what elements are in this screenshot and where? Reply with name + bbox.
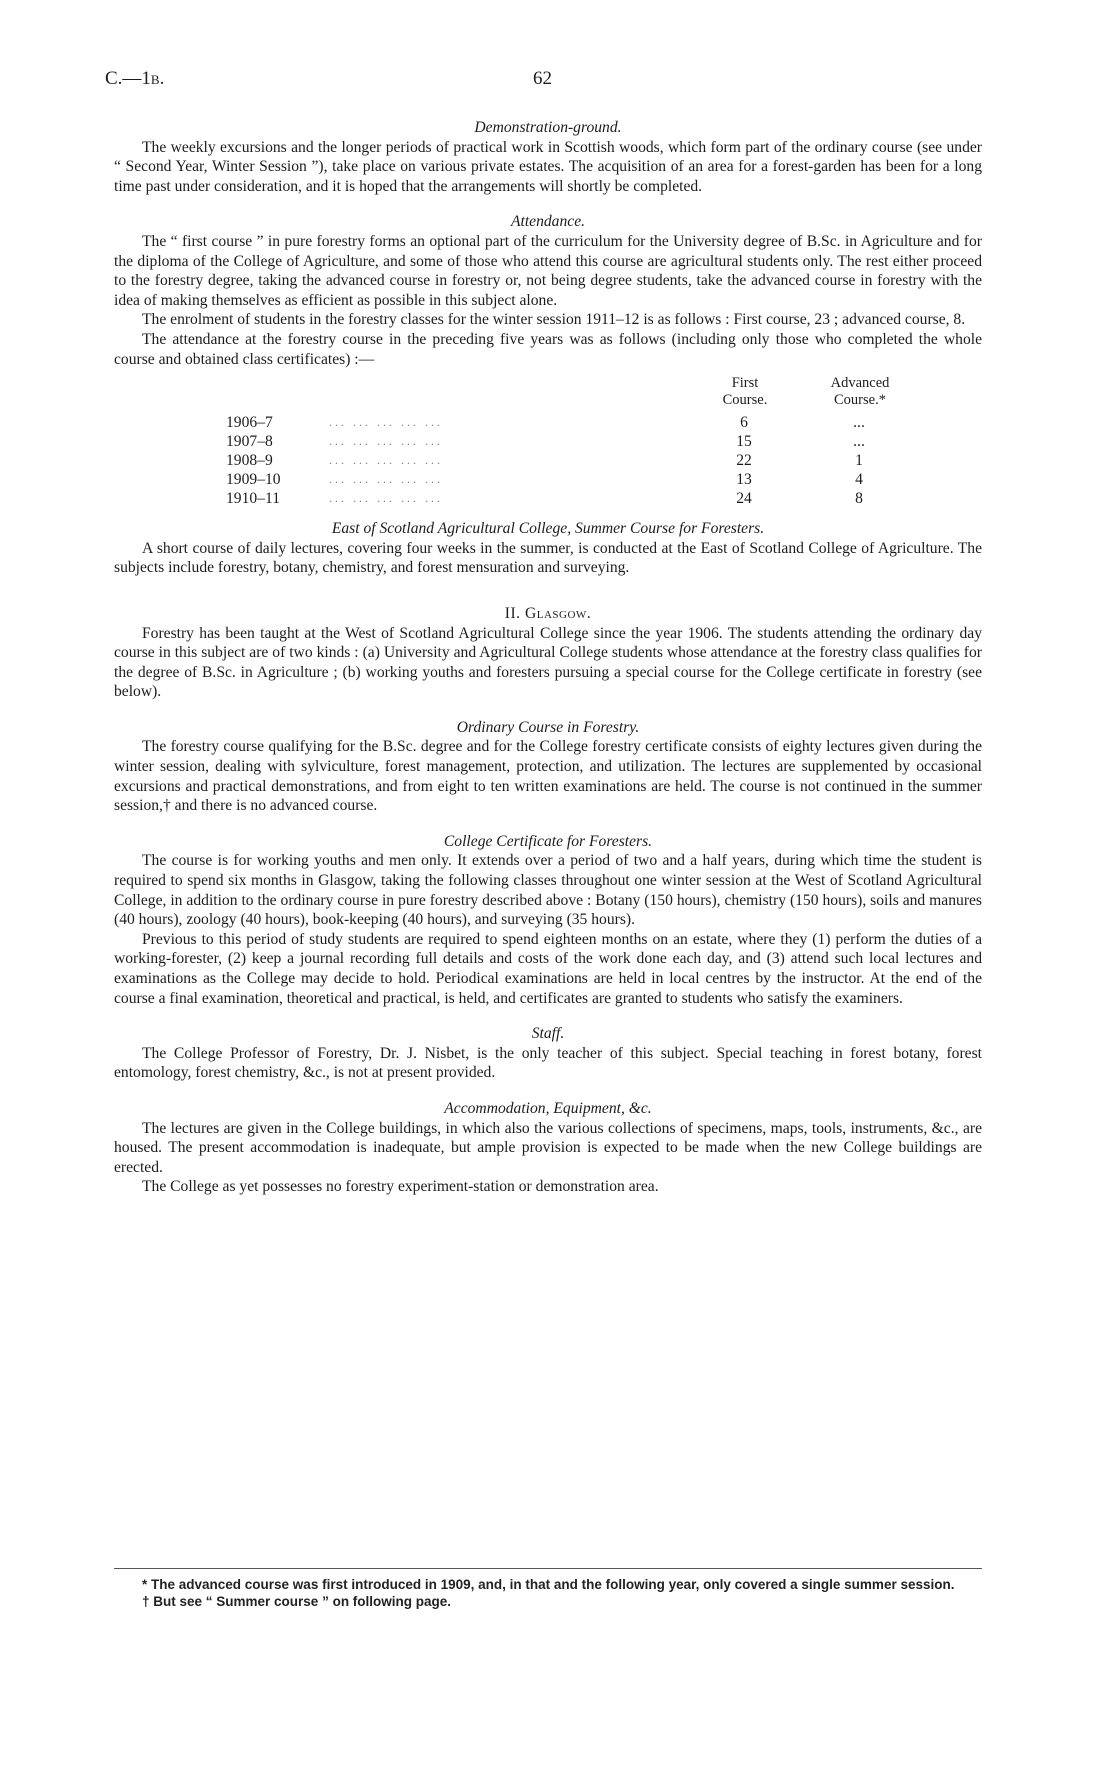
paragraph: The enrolment of students in the forestry classes for the winter session 1911–12 is as follows : First course, 23 ; advanced course, 8. — [142, 311, 966, 329]
table-cell-first: 15 — [736, 433, 752, 451]
leader-dots: ... ... ... ... ... — [329, 434, 443, 449]
column-header-line: Course. — [722, 392, 768, 409]
column-header-line: Advanced — [830, 375, 890, 392]
paragraph: The College as yet possesses no forestry experiment-station or demonstration area. — [142, 1178, 659, 1196]
section-heading-glasgow — [114, 604, 982, 624]
paragraph: The forestry course qualifying for the B.Sc. degree and for the College forestry certificate consists of eighty lectures given during the winter session, dealing with sylviculture, forest management, protection, and utilization. The lectures are supplemented by occasional excursions and practical demonstrations, and from eight to ten written examinations are held. The course is not continued in the summer session,† and there is no advanced course. — [114, 738, 982, 815]
table-cell-year: 1907–8 — [226, 433, 273, 451]
paragraph: The lectures are given in the College buildings, in which also the various collections of specimens, maps, tools, instruments, &c., are housed. The present accommodation is inadequate, but ample provision is expected to be made when the new College buildings are erected. — [114, 1119, 982, 1176]
paragraph: The College Professor of Forestry, Dr. J. Nisbet, is the only teacher of this subject. Special teaching in forest botany, forest entomology, forest chemistry, &c., is not at present provided. — [114, 1044, 982, 1082]
paragraph: The weekly excursions and the longer periods of practical work in Scottish woods, which form part of the ordinary course (see under “ Second Year, Winter Session ”), take place on various private estates. The acquisition of an area for a forest-garden has been for a long time past under consideration, and it is hoped that the arrangements will shortly be completed. — [114, 138, 982, 195]
table-cell-first: 24 — [736, 490, 752, 508]
column-header-first-course — [710, 375, 780, 409]
footnote: * The advanced course was first introduced in 1909, and, in that and the following year, only covered a single summer session. — [142, 1577, 955, 1592]
leader-dots: ... ... ... ... ... — [329, 491, 443, 506]
table-cell-advanced: ... — [853, 414, 865, 432]
section-heading-east-of-scotland: East of Scotland Agricultural College, Summer Course for Foresters. — [331, 520, 765, 538]
paragraph: The attendance at the forestry course in the preceding five years was as follows (including only those who completed the whole course and obtained class certificates) :— — [114, 330, 982, 368]
table-cell-advanced: 4 — [855, 471, 863, 489]
footnote-divider — [114, 1568, 982, 1569]
table-cell-first: 22 — [736, 452, 752, 470]
leader-dots: ... ... ... ... ... — [329, 472, 443, 487]
table-cell-advanced: 1 — [855, 452, 863, 470]
paragraph: The “ first course ” in pure forestry forms an optional part of the curriculum for the University degree of B.Sc. in Agriculture and for the diploma of the College of Agriculture, and some of those who attend this course are agricultural students only. The rest either proceed to the forestry degree, taking the advanced course in forestry or, not being degree students, take the advanced course in forestry with the idea of making themselves as efficient as possible in this subject alone. — [114, 232, 982, 309]
table-cell-advanced: 8 — [855, 490, 863, 508]
leader-dots: ... ... ... ... ... — [329, 453, 443, 468]
table-row — [114, 489, 982, 508]
section-title: Glasgow. — [524, 604, 592, 622]
attendance-table — [114, 375, 982, 507]
table-cell-year: 1906–7 — [226, 414, 273, 432]
paragraph: The course is for working youths and men only. It extends over a period of two and a half years, during which time the student is required to spend six months in Glasgow, taking the following classes throughout one winter session at the West of Scotland Agricultural College, in addition to the ordinary course in pure forestry described above : Botany (150 hours), chemistry (150 hours), soils and manures (40 hours), zoology (40 hours), book-keeping (40 hours), and surveying (35 hours). — [114, 852, 982, 929]
section-number: II. — [504, 604, 521, 622]
section-heading-staff: Staff. — [531, 1025, 565, 1043]
table-cell-year: 1909–10 — [226, 471, 281, 489]
footnotes — [114, 1576, 982, 1610]
table-cell-first: 13 — [736, 471, 752, 489]
page-header — [105, 68, 985, 96]
document-reference: C.—1b. — [105, 68, 165, 89]
paragraph: A short course of daily lectures, covering four weeks in the summer, is conducted at the East of Scotland College of Agriculture. The subjects include forestry, botany, chemistry, and forest mensuration and surveying. — [114, 539, 982, 577]
table-cell-year: 1908–9 — [226, 452, 273, 470]
column-header-line: First — [731, 375, 759, 392]
table-row — [114, 413, 982, 432]
section-heading-ordinary-course: Ordinary Course in Forestry. — [456, 718, 640, 736]
table-row — [114, 432, 982, 451]
page-body — [114, 118, 982, 1197]
leader-dots: ... ... ... ... ... — [329, 415, 443, 430]
table-cell-advanced: ... — [853, 433, 865, 451]
column-header-line: Course.* — [834, 392, 886, 409]
column-header-advanced-course — [814, 375, 906, 409]
paragraph: Forestry has been taught at the West of Scotland Agricultural College since the year 1906. The students attending the ordinary day course in this subject are of two kinds : (a) University and Agricultural College students whose attendance at the forestry class qualifies for the degree of B.Sc. in Agriculture ; (b) working youths and foresters pursuing a special course for the College certificate in forestry (see below). — [114, 624, 982, 701]
paragraph: Previous to this period of study students are required to spend eighteen months on an estate, where they (1) perform the duties of a working-forester, (2) keep a journal recording full details and costs of the work done each day, and (3) attend such local lectures and examinations as the College may decide to hold. Periodical examinations are held in local centres by the instructor. At the end of the course a final examination, theoretical and practical, is held, and certificates are granted to students who satisfy the examiners. — [114, 930, 982, 1007]
table-row — [114, 470, 982, 489]
page-number: 62 — [533, 68, 552, 89]
section-heading-demonstration: Demonstration-ground. — [474, 119, 622, 136]
table-cell-year: 1910–11 — [226, 490, 280, 508]
table-cell-first: 6 — [740, 414, 748, 432]
section-heading-attendance: Attendance. — [510, 213, 586, 231]
section-heading-accommodation: Accommodation, Equipment, &c. — [444, 1099, 652, 1117]
section-heading-college-certificate: College Certificate for Foresters. — [443, 832, 653, 850]
footnote: † But see “ Summer course ” on following page. — [142, 1594, 452, 1609]
table-row — [114, 451, 982, 470]
